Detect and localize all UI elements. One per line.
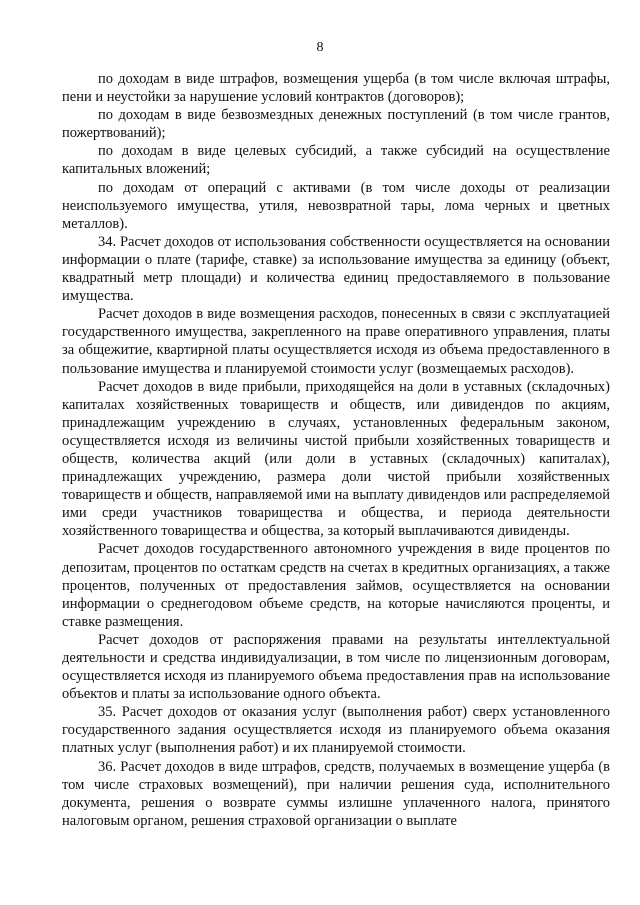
paragraph-income-subsidies: по доходам в виде целевых субсидий, а также субсидий на осуществление капитальных вложений; [62, 143, 610, 178]
paragraph-dividends: Расчет доходов в виде прибыли, приходящейся на доли в уставных (складочных) капиталах хозяйственных товариществ и обществ, или дивидендов по акциям, принадлежащим учреждению в случаях, установленных федеральным законом, осуществляется исходя из величины чистой прибыли хозяйственных товариществ и обществ, количества акций (или доли в уставных (складочных) капиталах), принадлежащих учреждению, размера доли чистой прибыли хозяйственных товариществ и обществ, направляемой ими на выплату дивидендов или распределяемой ими среди участников товарищества и общества, и периода деятельности хозяйственного товарищества и общества, за который выплачиваются дивиденды. [62, 378, 610, 540]
paragraph-income-gratuitous: по доходам в виде безвозмездных денежных поступлений (в том числе грантов, пожертвований); [62, 107, 610, 142]
paragraph-income-fines: по доходам в виде штрафов, возмещения ущерба (в том числе включая штрафы, пени и неустойки за нарушение условий контрактов (договоров); [62, 71, 610, 106]
paragraph-item-34: 34. Расчет доходов от использования собственности осуществляется на основании информации о плате (тарифе, ставке) за использование имущества за единицу (объект, квадратный метр площади) и количества единиц предоставляемого в пользование имущества. [62, 233, 610, 305]
paragraph-intellectual-property: Расчет доходов от распоряжения правами на результаты интеллектуальной деятельности и средства индивидуализации, в том числе по лицензионным договорам, осуществляется исходя из планируемого объема предоставления прав на использование объектов и платы за использование одного объекта. [62, 631, 610, 703]
paragraph-income-assets: по доходам от операций с активами (в том числе доходы от реализации неиспользуемого имущества, утиля, невозвратной тары, лома черных и цветных металлов). [62, 179, 610, 232]
document-body [62, 70, 610, 830]
paragraph-item-36: 36. Расчет доходов в виде штрафов, средств, получаемых в возмещение ущерба (в том числе страховых возмещений), при наличии решения суда, исполнительного документа, решения о возврате суммы излишне уплаченного налога, принятого налоговым органом, решения страховой организации о выплате [62, 758, 610, 829]
paragraph-item-35: 35. Расчет доходов от оказания услуг (выполнения работ) сверх установленного государственного задания осуществляется исходя из планируемого объема оказания платных услуг (выполнения работ) и их планируемой стоимости. [62, 704, 610, 757]
paragraph-deposit-interest: Расчет доходов государственного автономного учреждения в виде процентов по депозитам, процентов по остаткам средств на счетах в кредитных организациях, а также процентов, полученных от предоставления займов, осуществляется на основании информации о среднегодовом объеме средств, на которые начисляются проценты, и ставке размещения. [62, 541, 610, 630]
paragraph-expense-reimbursement: Расчет доходов в виде возмещения расходов, понесенных в связи с эксплуатацией государственного имущества, закрепленного на праве оперативного управления, платы за общежитие, квартирной платы осуществляется исходя из объема предоставленного в пользование имущества и планируемой стоимости услуг (возмещаемых расходов). [62, 306, 610, 377]
page-number: 8 [316, 40, 324, 55]
